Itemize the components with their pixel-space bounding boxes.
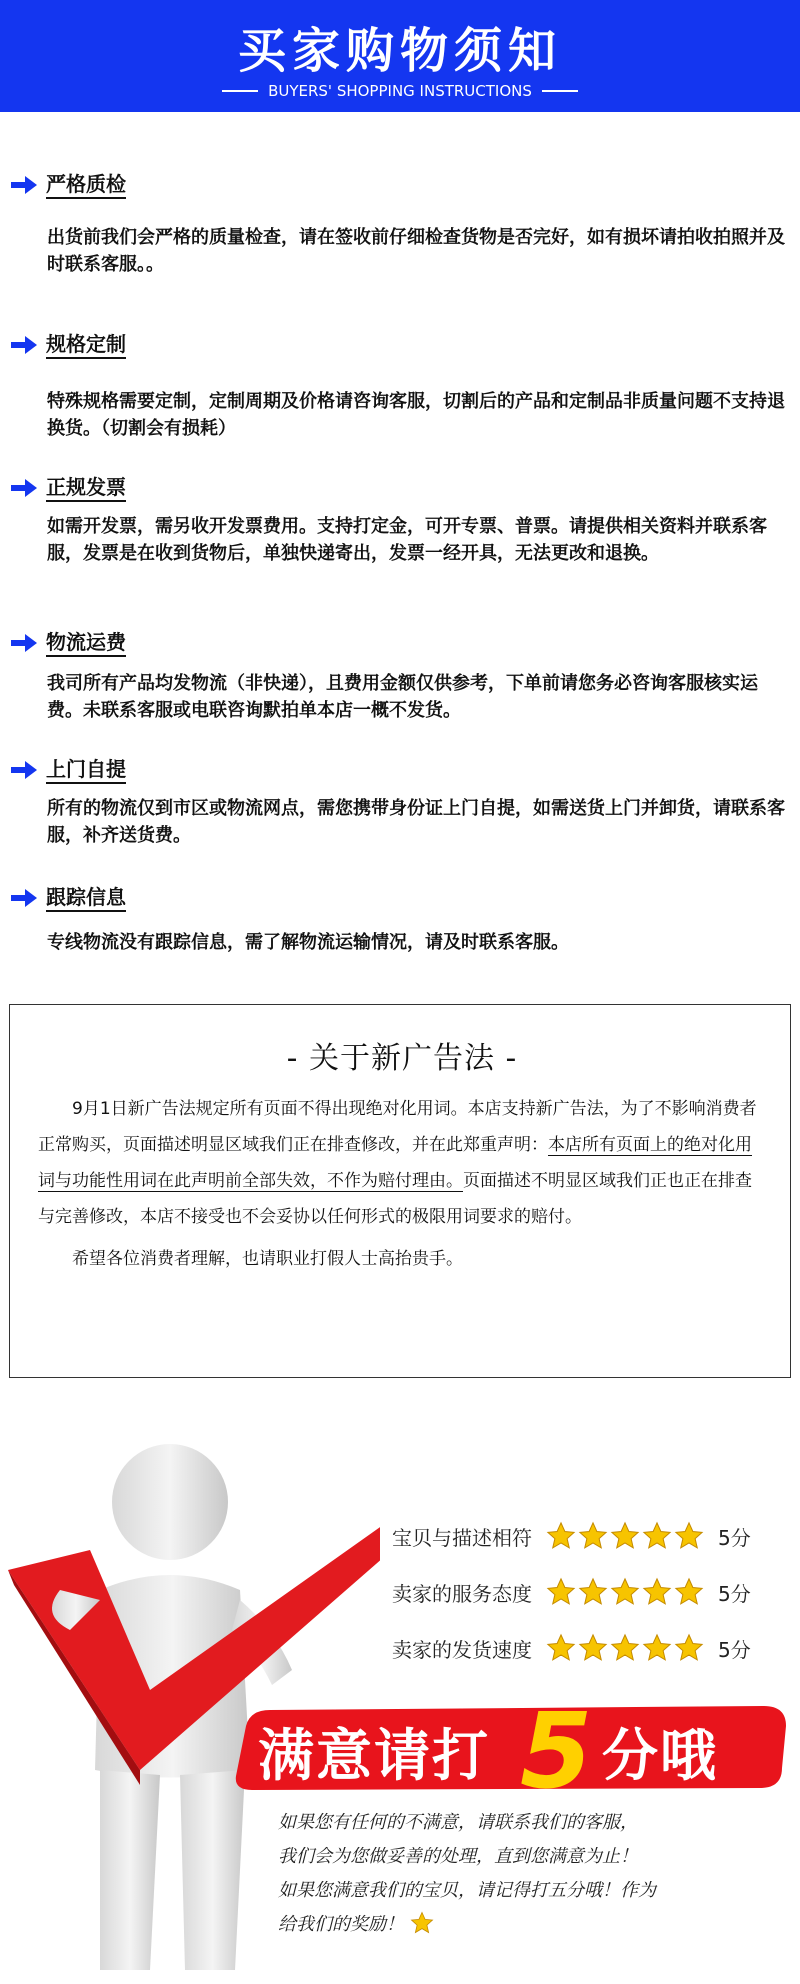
rating-row [392,1620,772,1676]
star-icon [546,1521,576,1551]
notice-text: 9月1日新广告法规定所有页面不得出现绝对化用词。本店支持新广告法，为了不影响消费者正常购买，页面描述明显区域我们正在排查修改，并在此郑重声明： [38,1099,757,1155]
banner-text-right: 分哦 [602,1724,718,1789]
rating-promo [0,1440,800,1984]
star-icon [546,1633,576,1663]
arrow-right-icon [10,174,38,196]
section-title: 上门自提 [46,757,126,784]
section-body: 所有的物流仅到市区或物流网点，需您携带身份证上门自提，如需送货上门并卸货，请联系客服，补齐送货费。 [47,798,785,846]
notice-paragraph: 希望各位消费者理解，也请职业打假人士高抬贵手。 [72,1249,463,1269]
ad-law-notice [9,1004,791,1378]
page-header [0,0,800,112]
section-title: 规格定制 [46,332,126,359]
subtitle-rule-right [542,90,578,92]
section-invoice [10,473,790,567]
star-rating [546,1633,704,1663]
closing-line-text: 给我们的奖励！ [278,1914,404,1935]
notice-title: - 关于新广告法 - [286,1041,518,1076]
page-title: 买家购物须知 [237,23,562,79]
rating-score: 5分 [718,1637,751,1662]
section-body: 如需开发票，需另收开发票费用。支持打定金，可开专票、普票。请提供相关资料并联系客服，发票是在收到货物后，单独快递寄出，发票一经开具，无法更改和退换。 [47,516,767,564]
star-icon [410,1911,434,1935]
rating-list [392,1508,772,1676]
section-title: 物流运费 [46,630,126,657]
closing-line [278,1908,778,1942]
closing-message [278,1806,778,1942]
banner-text-left: 满意请打 [258,1724,490,1789]
section-title: 正规发票 [46,475,126,502]
section-shipping [10,628,790,724]
star-icon [642,1521,672,1551]
section-body: 特殊规格需要定制，定制周期及价格请咨询客服，切割后的产品和定制品非质量问题不支持退换货。（切割会有损耗） [47,391,785,439]
notice-paragraph [38,1091,766,1235]
closing-line: 如果您有任何的不满意，请联系我们的客服， [278,1812,638,1833]
rating-label: 卖家的发货速度 [392,1637,532,1662]
star-icon [642,1633,672,1663]
star-icon [610,1577,640,1607]
arrow-right-icon [10,632,38,654]
arrow-right-icon [10,334,38,356]
section-body: 出货前我们会严格的质量检查，请在签收前仔细检查货物是否完好，如有损坏请拍收拍照并及时联系客服。。 [47,227,785,275]
closing-line: 我们会为您做妥善的处理，直到您满意为止！ [278,1846,638,1867]
section-custom-spec [10,330,790,442]
notice-text: 页面描述不明显区域我们正也正在排查与完善修改，本店不接受也不会妥协以任何形式的极限用词要求的赔付。 [38,1171,752,1227]
rating-score: 5分 [718,1581,751,1606]
star-icon [578,1521,608,1551]
arrow-right-icon [10,759,38,781]
banner-five: 5 [520,1690,593,1812]
rating-score: 5分 [718,1525,751,1550]
section-quality-check [10,170,790,278]
arrow-right-icon [10,477,38,499]
subtitle-rule-left [222,90,258,92]
rating-row [392,1564,772,1620]
star-icon [674,1577,704,1607]
closing-line: 如果您满意我们的宝贝，请记得打五分哦！作为 [278,1880,656,1901]
rating-row [392,1508,772,1564]
star-icon [610,1633,640,1663]
section-tracking [10,883,790,956]
star-icon [610,1521,640,1551]
star-icon [546,1577,576,1607]
star-icon [578,1577,608,1607]
star-rating [546,1521,704,1551]
notice-highlight: 本店所有页面上的绝对化用词与功能性用词在此声明前全部失效，不作为赔付理由。 [38,1135,752,1191]
section-title: 跟踪信息 [46,885,126,912]
page-subtitle [0,82,800,100]
page-subtitle-text: BUYERS' SHOPPING INSTRUCTIONS [268,82,532,100]
section-title: 严格质检 [46,172,126,199]
five-star-banner [230,1690,790,1812]
section-pickup [10,755,790,849]
rating-label: 宝贝与描述相符 [392,1525,532,1550]
rating-label: 卖家的服务态度 [392,1581,532,1606]
star-rating [546,1577,704,1607]
star-icon [674,1633,704,1663]
star-icon [578,1633,608,1663]
arrow-right-icon [10,887,38,909]
star-icon [642,1577,672,1607]
star-icon [674,1521,704,1551]
section-body: 专线物流没有跟踪信息，需了解物流运输情况，请及时联系客服。 [47,932,569,953]
section-body: 我司所有产品均发物流（非快递），且费用金额仅供参考，下单前请您务必咨询客服核实运费。未联系客服或电联咨询默拍单本店一概不发货。 [47,673,758,721]
